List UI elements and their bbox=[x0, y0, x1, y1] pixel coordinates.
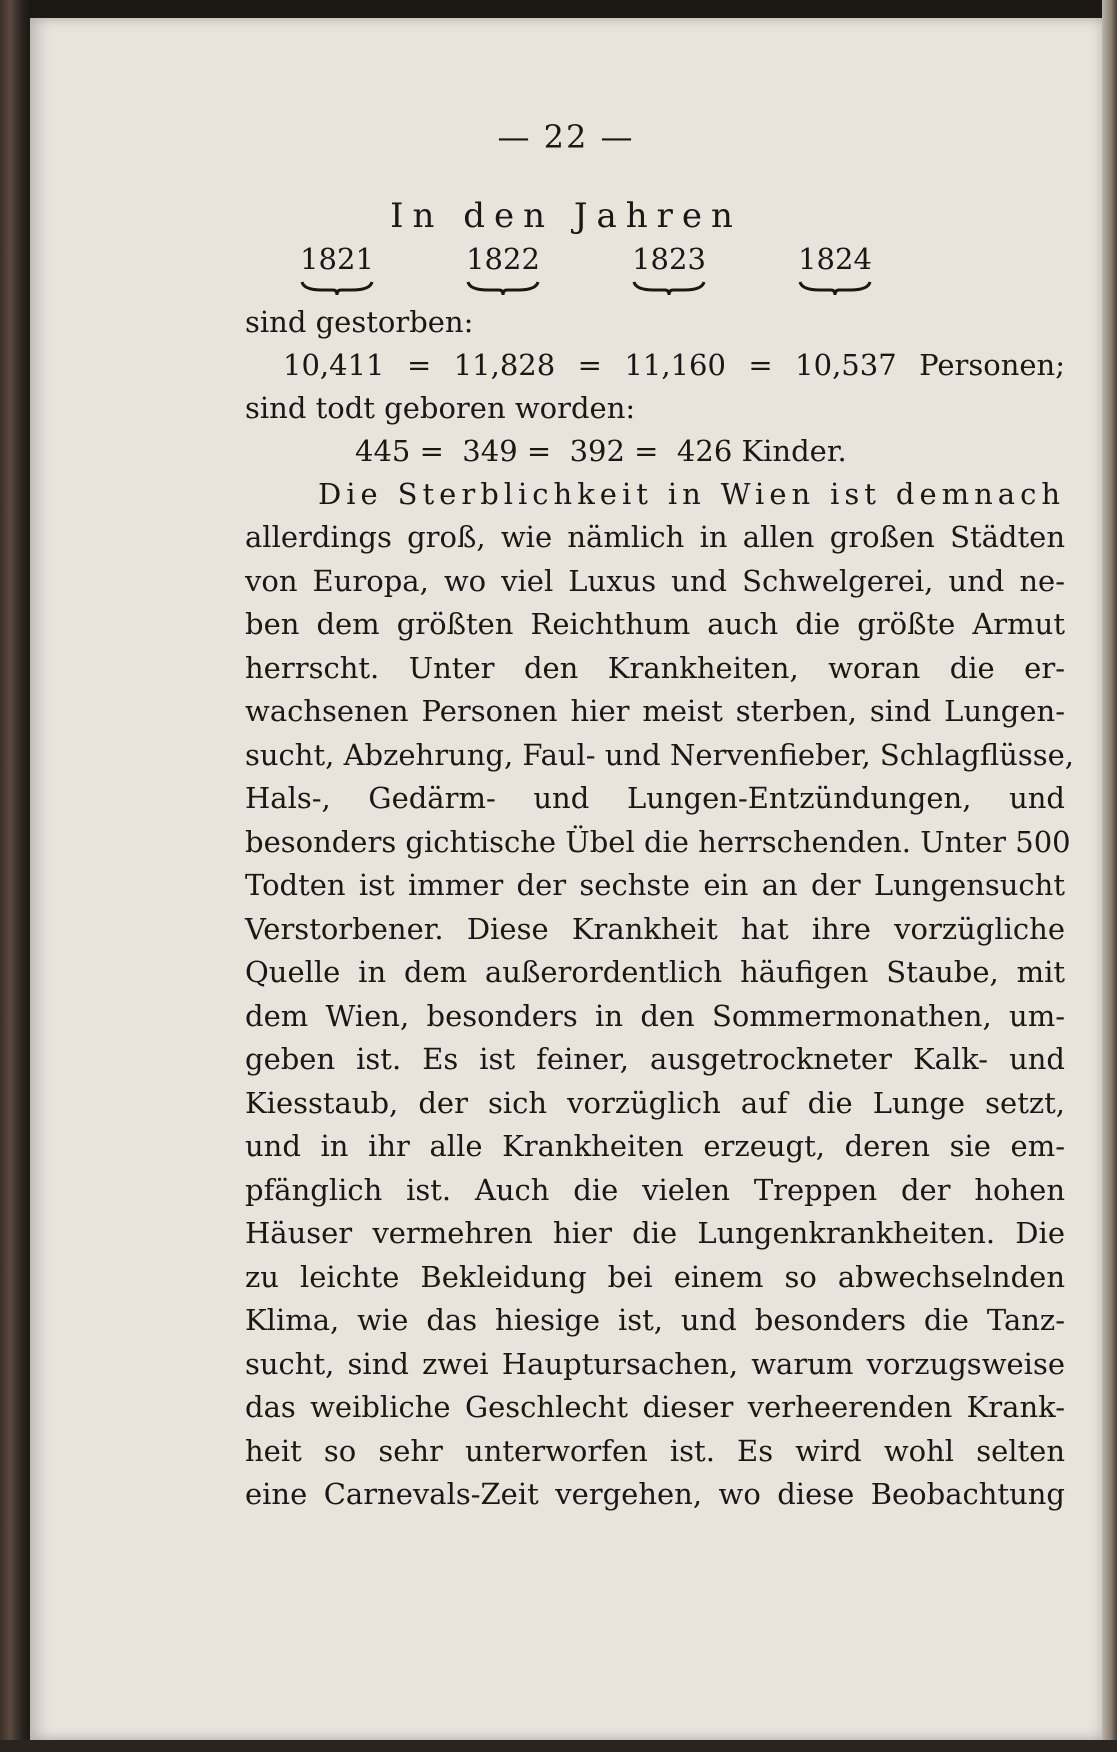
text-line: wachsenen Personen hier meist sterben, sind Lungen- bbox=[245, 694, 1065, 728]
deaths-figures-line: 10,411 = 11,828 = 11,160 = 10,537 Personen; bbox=[283, 348, 1065, 382]
book-page bbox=[30, 18, 1102, 1740]
text-line: sucht, sind zwei Hauptursachen, warum vorzugsweise bbox=[245, 1347, 1065, 1381]
text-line: allerdings groß, wie nämlich in allen großen Städten bbox=[245, 520, 1065, 554]
brace-icon bbox=[599, 280, 739, 296]
stillbirth-figures-line: 445 = 349 = 392 = 426 Kinder. bbox=[355, 434, 847, 468]
text-line: Verstorbener. Diese Krankheit hat ihre vorzügliche bbox=[245, 912, 1065, 946]
year-1822: 1822 bbox=[466, 242, 540, 276]
text-line: Klima, wie das hiesige ist, und besonders die Tanz- bbox=[245, 1303, 1065, 1337]
year-1824: 1824 bbox=[798, 242, 872, 276]
text-line: heit so sehr unterworfen ist. Es wird wohl selten bbox=[245, 1434, 1065, 1468]
text-line: von Europa, wo viel Luxus und Schwelgerei, und ne- bbox=[245, 564, 1065, 598]
page-number: — 22 — bbox=[497, 118, 635, 156]
text-line: eine Carnevals-Zeit vergehen, wo diese Beobachtung bbox=[245, 1477, 1065, 1511]
text-line: Hals-, Gedärm- und Lungen-Entzündungen, und bbox=[245, 781, 1065, 815]
text-line: sind gestorben: bbox=[245, 305, 474, 339]
text-line: Häuser vermehren hier die Lungenkrankheiten. Die bbox=[245, 1216, 1065, 1250]
text-line: das weibliche Geschlecht dieser verheerenden Krank- bbox=[245, 1390, 1065, 1424]
year-1823: 1823 bbox=[632, 242, 706, 276]
text-line: geben ist. Es ist feiner, ausgetrockneter Kalk- und bbox=[245, 1042, 1065, 1076]
section-title: In den Jahren bbox=[390, 196, 742, 236]
brace-icon bbox=[433, 280, 573, 296]
brace-icon bbox=[765, 280, 905, 296]
brace-icon bbox=[267, 280, 407, 296]
text-line: pfänglich ist. Auch die vielen Treppen der hohen bbox=[245, 1173, 1065, 1207]
text-line: herrscht. Unter den Krankheiten, woran die er- bbox=[245, 651, 1065, 685]
text-line: Todten ist immer der sechste ein an der Lungensucht bbox=[245, 868, 1065, 902]
text-line: dem Wien, besonders in den Sommermonathen, um- bbox=[245, 999, 1065, 1033]
scan-bottom-edge bbox=[0, 1740, 1117, 1752]
text-line: ben dem größten Reichthum auch die größte Armut bbox=[245, 607, 1065, 641]
text-line: und in ihr alle Krankheiten erzeugt, deren sie em- bbox=[245, 1129, 1065, 1163]
text-line: Kiesstaub, der sich vorzüglich auf die Lunge setzt, bbox=[245, 1086, 1065, 1120]
text-line: sind todt geboren worden: bbox=[245, 391, 636, 425]
page-edge bbox=[1102, 0, 1117, 1752]
year-1821: 1821 bbox=[300, 242, 374, 276]
text-line: besonders gichtische Übel die herrschenden. Unter 500 bbox=[245, 825, 1071, 859]
text-line: sucht, Abzehrung, Faul- und Nervenfieber, Schlagflüsse, bbox=[245, 738, 1075, 772]
text-line: zu leichte Bekleidung bei einem so abwechselnden bbox=[245, 1260, 1065, 1294]
text-line: Die Sterblichkeit in Wien ist demnach bbox=[318, 477, 1065, 511]
page-text bbox=[30, 18, 1102, 1740]
text-line: Quelle in dem außerordentlich häufigen Staube, mit bbox=[245, 955, 1065, 989]
